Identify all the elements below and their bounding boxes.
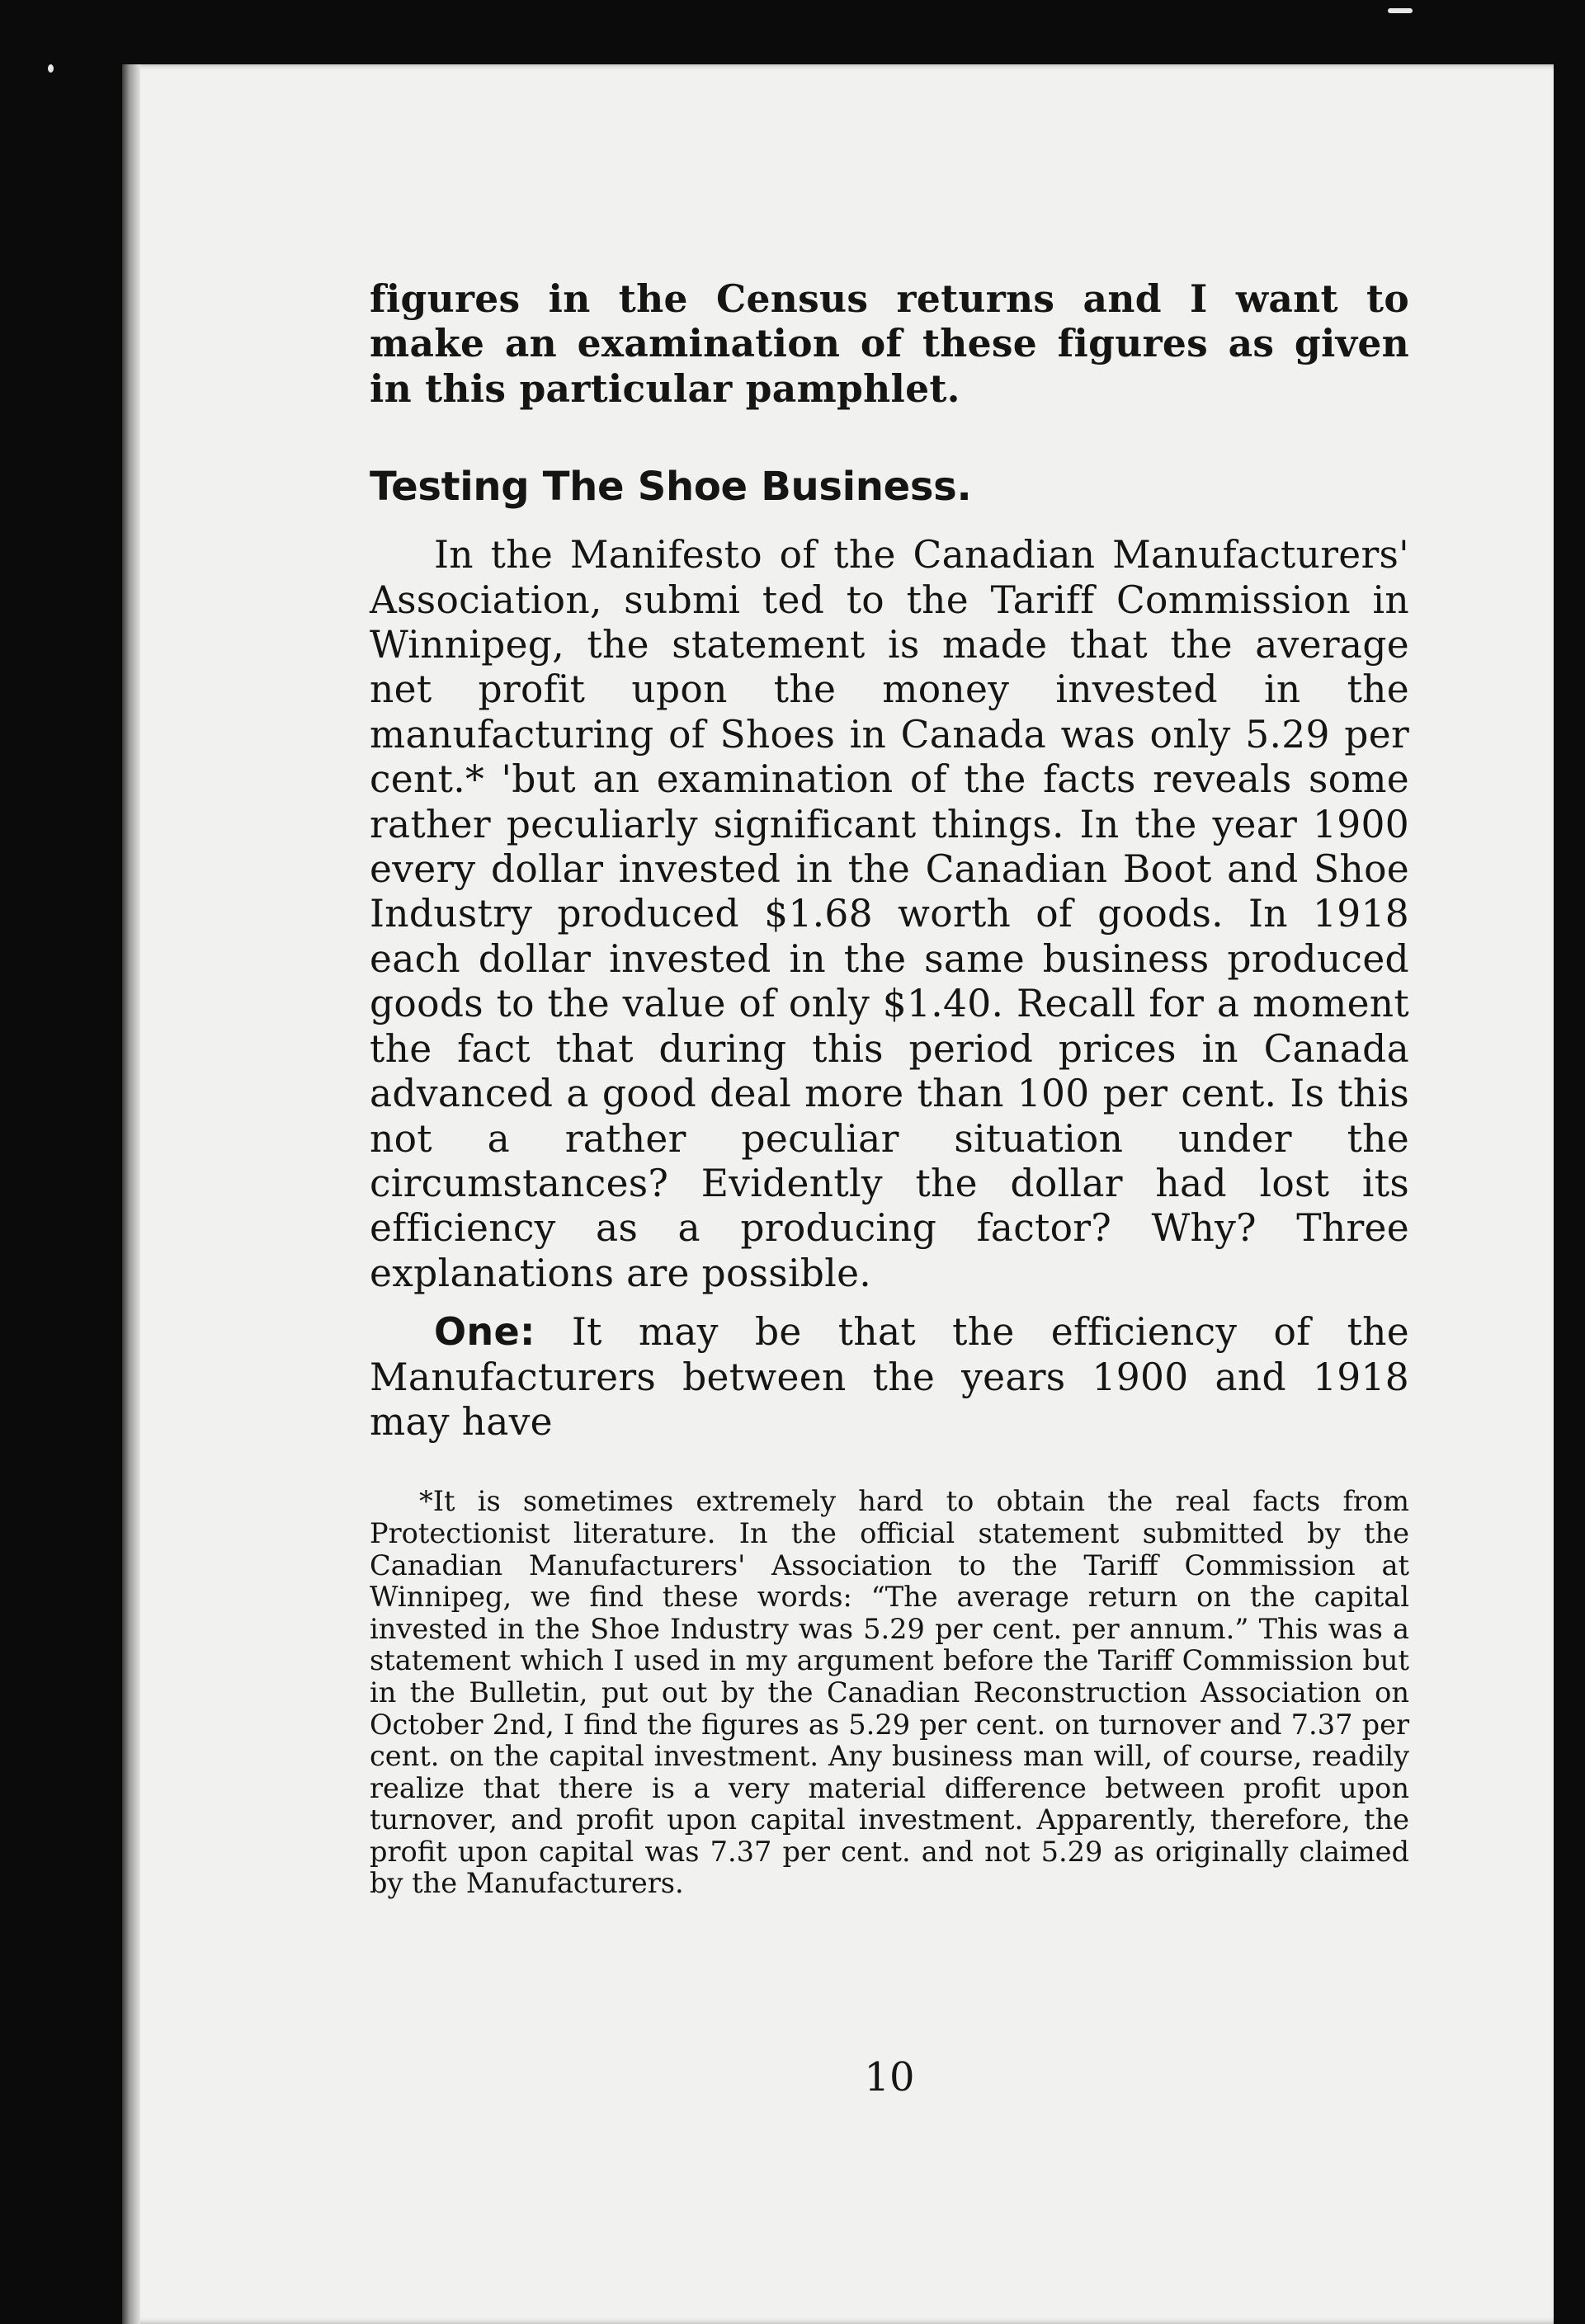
paragraph-label-one: One: (434, 1309, 535, 1355)
page-content (370, 276, 1409, 2100)
paragraph-2-text: It may be that the efficiency of the Manufacturers between the years 1900 and 1918 may have (370, 1310, 1409, 1444)
body-paragraph-1: In the Manifesto of the Canadian Manufacturers' Association, submi ted to the Tariff Commission in Winnipeg, the statement is made that the average net profit upon the money invested in the manufacturing of Shoes in Canada was only 5.29 per cent.* 'but an examination of the facts reveals some rather peculiarly significant things. In the year 1900 every dollar invested in the Canadian Boot and Shoe Industry produced $1.68 worth of goods. In 1918 each dollar invested in the same business produced goods to the value of only $1.40. Recall for a moment the fact that during this period prices in Canada advanced a good deal more than 100 per cent. Is this not a rather peculiar situation under the circumstances? Evidently the dollar had lost its efficiency as a producing factor? Why? Three explanations are possible. (370, 533, 1409, 1295)
footnote: *It is sometimes extremely hard to obtain the real facts from Protectionist literature. In the official statement submitted by the Canadian Manufacturers' Association to the Tariff Commission at Winnipeg, we find these words: “The average return on the capital invested in the Shoe Industry was 5.29 per cent. per annum.” This was a statement which I used in my argument before the Tariff Commission but in the Bulletin, put out by the Canadian Reconstruction Association on October 2nd, I find the figures as 5.29 per cent. on turnover and 7.37 per cent. on the capital investment. Any business man will, of course, readily realize that there is a very material difference between profit upon turnover, and profit upon capital investment. Apparently, therefore, the profit upon capital was 7.37 per cent. and not 5.29 as originally claimed by the Manufacturers. (370, 1485, 1409, 1900)
body-paragraph-2 (370, 1309, 1409, 1445)
page-right-edge (1554, 64, 1585, 2324)
page-number: 10 (864, 2054, 915, 2100)
section-heading: Testing The Shoe Business. (370, 464, 972, 511)
scan-speck (48, 64, 54, 73)
page-binding-edge (122, 64, 140, 2324)
intro-paragraph: figures in the Census returns and I want to make an examination of these figures as given in this particular pamphlet. (370, 276, 1409, 411)
scan-speck (1388, 8, 1413, 13)
